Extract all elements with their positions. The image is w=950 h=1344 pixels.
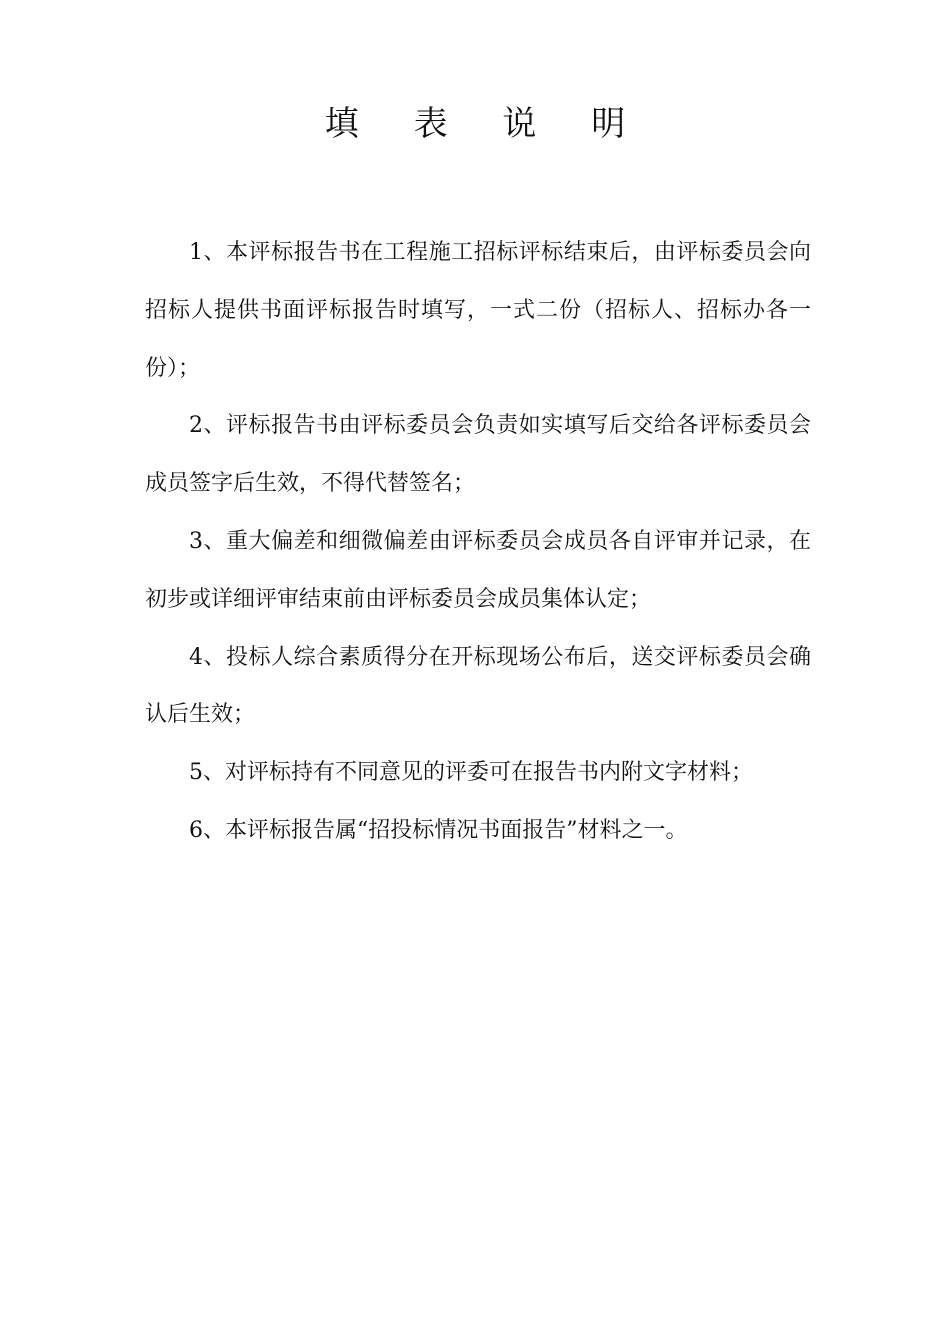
instructions-list: [145, 224, 811, 860]
instruction-item-3: 3、重大偏差和细微偏差由评标委员会成员各自评审并记录，在初步或详细评审结束前由评标委员会成员集体认定；: [145, 528, 811, 612]
instruction-item-6: 6、本评标报告属“招投标情况书面报告”材料之一。: [189, 817, 688, 843]
instruction-item-4: 4、投标人综合素质得分在开标现场公布后，送交评标委员会确认后生效；: [145, 644, 811, 728]
instruction-item-2: 2、评标报告书由评标委员会负责如实填写后交给各评标委员会成员签字后生效，不得代替签名；: [145, 413, 811, 497]
instruction-item-5: 5、对评标持有不同意见的评委可在报告书内附文字材料；: [189, 760, 753, 786]
instruction-item-1: 1、本评标报告书在工程施工招标评标结束后，由评标委员会向招标人提供书面评标报告时填写，一式二份（招标人、招标办各一份）；: [145, 240, 811, 381]
page-title: 填 表 说 明: [324, 104, 648, 144]
